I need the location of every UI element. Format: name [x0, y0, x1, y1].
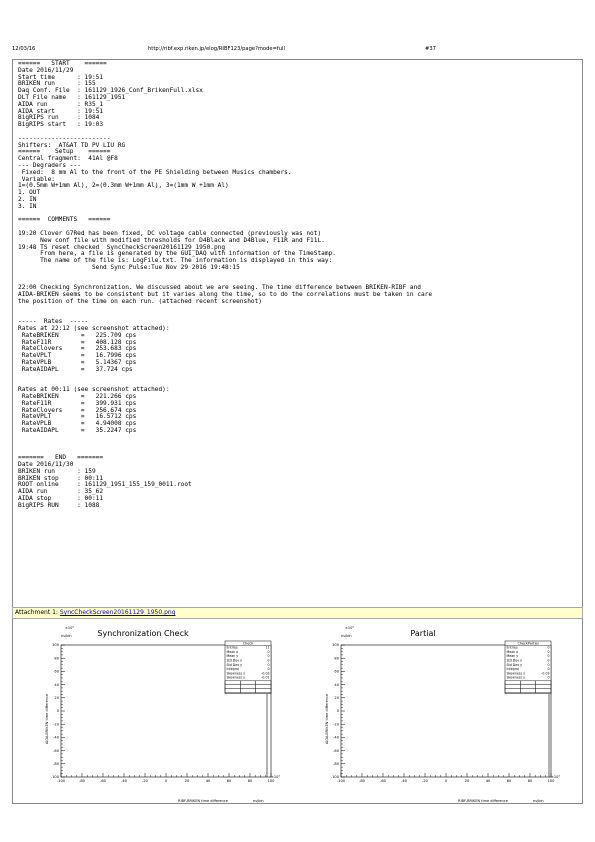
x-axis-label: RIBF-BRIKEN time difference — [178, 799, 228, 803]
partial-panel — [325, 626, 560, 803]
x-tick-label: -20 — [422, 779, 428, 783]
x-unit: ns/bin — [253, 799, 264, 803]
y-tick-label: 20 — [54, 696, 59, 700]
y-tick-label: -20 — [53, 722, 59, 727]
x-tick-label: 80 — [527, 779, 533, 783]
stats-key: Mean y — [226, 654, 239, 659]
x-tick-label: -60 — [380, 779, 386, 783]
stats-key: Skewness y — [226, 675, 246, 680]
x-tick-label: -80 — [79, 779, 85, 783]
stats-value: -0.01 — [261, 675, 270, 680]
y-tick-label: -100 — [330, 775, 339, 780]
y-tick-label: -80 — [53, 762, 59, 766]
stats-key: Std Dev y — [506, 662, 523, 667]
stats-value: 0 — [267, 654, 270, 659]
y-tick-label: 80 — [54, 656, 59, 661]
attachment-screenshot — [12, 619, 583, 804]
stats-key: Std Dev y — [226, 662, 243, 667]
attachment-label: Attachment 1: — [15, 609, 60, 616]
stats-value: 11 — [265, 645, 270, 650]
y-tick-label: 100 — [332, 643, 339, 648]
attachment-bar — [12, 607, 583, 619]
y-unit: ns/bin — [61, 634, 72, 638]
stats-box — [225, 641, 271, 694]
y-exponent: ×10³ — [345, 626, 354, 630]
x-tick-label: -60 — [100, 779, 106, 783]
x-tick-label: 80 — [247, 779, 253, 783]
stats-key: Mean x — [226, 649, 239, 654]
stats-key: Skewness x — [506, 671, 526, 676]
panel-title: Synchronization Check — [97, 629, 189, 638]
y-tick-label: 0 — [336, 709, 339, 714]
stats-title: Check — [242, 641, 254, 646]
stats-value: 0 — [547, 662, 550, 667]
stats-value: 0 — [547, 654, 550, 659]
y-tick-label: -60 — [53, 748, 59, 753]
stats-title: CheckPartial — [517, 641, 539, 646]
y-ticks — [51, 643, 65, 779]
stats-value: 0 — [267, 658, 270, 663]
y-unit: ns/bin — [341, 634, 352, 638]
stats-key: Std Dev x — [506, 658, 523, 663]
print-url: http://ribf.exp.riken.jp/elog/RIBF123/page?mode=full — [148, 46, 285, 52]
sync-check-panel — [45, 626, 280, 803]
stats-value: 0 — [267, 662, 270, 667]
x-tick-label: -20 — [142, 779, 148, 783]
stats-key: Integral — [226, 667, 239, 672]
x-tick-label: 40 — [205, 779, 211, 783]
stats-box — [505, 641, 551, 694]
x-tick-label: 0 — [164, 779, 168, 783]
stats-value: -0.03 — [541, 671, 550, 676]
y-tick-label: -100 — [50, 775, 59, 780]
x-tick-label: 60 — [506, 779, 512, 783]
screenshot-canvas — [13, 619, 582, 804]
stats-value: 0 — [547, 658, 550, 663]
stats-key: Mean y — [506, 654, 519, 659]
y-tick-label: -40 — [333, 735, 339, 740]
stats-value: 0 — [547, 649, 550, 654]
x-tick-label: -100 — [56, 779, 66, 783]
x-tick-label: -40 — [121, 779, 127, 783]
stats-value: 0 — [547, 675, 550, 680]
print-date: 12/03/16 — [12, 46, 36, 52]
stats-value: 0 — [267, 667, 270, 672]
y-axis-label: AIDA-BRIKEN time difference — [325, 693, 329, 745]
stats-value: -0.03 — [261, 671, 270, 676]
stats-value: 0 — [267, 649, 270, 654]
x-ticks — [57, 773, 275, 783]
x-tick-label: -80 — [359, 779, 365, 783]
y-tick-label: 20 — [334, 696, 339, 700]
stats-key: Std Dev x — [226, 658, 243, 663]
y-tick-label: 60 — [54, 669, 59, 674]
x-exponent: ×10³ — [271, 775, 280, 779]
x-axis-label: RIBF-BRIKEN time difference — [458, 799, 508, 803]
stats-value: 0 — [547, 645, 550, 650]
y-tick-label: 60 — [334, 669, 339, 674]
x-tick-label: 100 — [547, 779, 555, 783]
y-tick-label: 80 — [334, 656, 339, 661]
y-axis-label: AIDA-BRIKEN time difference — [45, 693, 49, 745]
stats-key: Integral — [506, 667, 519, 672]
print-header — [12, 46, 583, 56]
stats-key: Entries — [506, 645, 518, 650]
x-exponent: ×10³ — [551, 775, 560, 779]
y-exponent: ×10³ — [65, 626, 74, 630]
y-tick-label: 0 — [56, 709, 59, 714]
y-tick-label: 40 — [334, 682, 339, 687]
entry-number: #37 — [425, 46, 436, 52]
x-tick-label: 20 — [464, 779, 470, 783]
stats-key: Skewness x — [226, 671, 246, 676]
y-tick-label: -20 — [333, 722, 339, 727]
y-tick-label: -80 — [333, 762, 339, 766]
y-tick-label: -40 — [53, 735, 59, 740]
y-tick-label: 100 — [52, 643, 59, 648]
stats-key: Skewness y — [506, 675, 526, 680]
x-tick-label: 100 — [267, 779, 275, 783]
y-tick-label: 40 — [54, 682, 59, 687]
y-ticks — [331, 643, 345, 779]
x-tick-label: 60 — [226, 779, 232, 783]
y-tick-label: -60 — [333, 748, 339, 753]
x-tick-label: 0 — [444, 779, 448, 783]
x-unit: ns/bin — [533, 799, 544, 803]
entry-log-text: ====== START ====== Date 2016/11/29 Start time : 19:51 BRIKEN run : 155 Daq Conf. File : 161129_1926_Conf_BrikenFull.xlsx DLT File name : 161129_1951 AIDA run : R35_1 AIDA start : 19:51 BigRIPS run : 1084 BigRIPS start : 19:03 ------------------------- Shifters: AT&AT TD PV LIU RG ====== Setup ====== Central fragment: 41Al @F8 --- Degraders --- Fixed: 8 mm Al to the front of the PE Shielding between Musics chambers. Variable: 1=(0.5mm W+1mm Al), 2=(0.3mm W+1mm Al), 3=(1mm W +1mm Al) 1. OUT 2. IN 3. IN ====== COMMENTS ====== 19:20 Clover G7Red has been fixed, DC voltage cable connected (previously was not) New conf file with modified thresholds for D4Black and D4Blue, F11R and F11L. 19:48 TS reset checked SyncCheckScreen20161129_1950.png From here, a file is generated by the GUI_DAQ with information of the TimeStamp. The name of the file is: LogFile.txt. The information is displayed in this way: Send Sync Pulse:Tue Nov 29 2016 19:48:15 22:00 Checking Synchronization. We discussed about we are seeing. The time difference between BRIKEN-RIBF and AIDA-BRIKEN seems to be consistent but it varies along the time, so to do the correlations must be taken in care the position of the time on each run. (attached recent screenshot) ----- Rates ----- Rates at 22:12 (see screenshot attached): RateBRIKEN = 225.709 cps RateF11R = 408.128 cps RateClovers = 253.683 cps RateVPLT = 16.7996 cps RateVPLB = 5.14367 cps RateAIDAPL = 37.724 cps Rates at 00:11 (see screenshot attached): RateBRIKEN = 221.266 cps RateF11R = 399.931 cps RateClovers = 256.674 cps RateVPLT = 16.5712 cps RateVPLB = 4.94008 cps RateAIDAPL = 35.2247 cps ======= END ======= Date 2016/11/30 BRIKEN run : 159 BRIKEN stop : 00:11 ROOT online : 161129_1951_155_159_0011.root AIDA run : 35_62 AIDA stop : 00:11 BigRIPS RUN : 1088 — [18, 60, 433, 509]
stats-key: Mean x — [506, 649, 519, 654]
attachment-link[interactable]: SyncCheckScreen20161129_1950.png — [59, 609, 176, 616]
x-tick-label: 40 — [485, 779, 491, 783]
stats-key: Entries — [226, 645, 238, 650]
stats-value: 0 — [547, 667, 550, 672]
x-tick-label: 20 — [184, 779, 190, 783]
x-tick-label: -100 — [336, 779, 346, 783]
x-ticks — [337, 773, 555, 783]
x-tick-label: -40 — [401, 779, 407, 783]
panel-title: Partial — [410, 629, 436, 638]
